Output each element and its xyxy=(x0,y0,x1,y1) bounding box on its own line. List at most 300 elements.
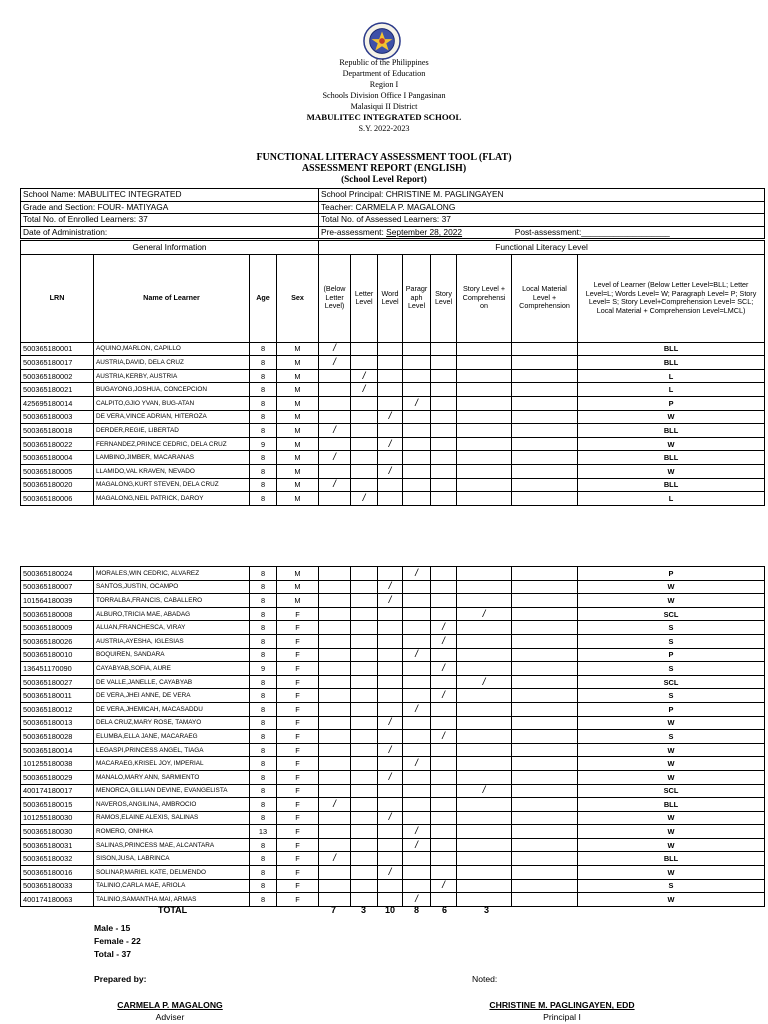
level-mark-cell xyxy=(431,437,457,451)
lrn-cell: 101255180030 xyxy=(21,811,94,825)
lrn-cell: 500365180009 xyxy=(21,621,94,635)
level-mark-cell xyxy=(512,838,578,852)
learner-level-cell: W xyxy=(578,893,765,907)
level-mark-cell xyxy=(431,356,457,370)
sex-cell: M xyxy=(277,410,319,424)
level-mark-cell: / xyxy=(378,811,403,825)
sex-cell: F xyxy=(277,634,319,648)
table-row xyxy=(21,838,765,852)
level-mark-cell xyxy=(351,702,378,716)
learner-name-cell: AUSTRIA,AYESHA, IGLESIAS xyxy=(94,634,250,648)
sex-cell: F xyxy=(277,757,319,771)
lrn-cell: 101564180039 xyxy=(21,594,94,608)
school-name-field: School Name: MABULITEC INTEGRATED xyxy=(21,189,319,202)
level-mark-cell xyxy=(403,879,431,893)
learner-name-cell: ELUMBA,ELLA JANE, MACARAEG xyxy=(94,730,250,744)
col-paragraph: Paragr aph Level xyxy=(403,254,431,342)
level-mark-cell xyxy=(351,838,378,852)
sex-cell: F xyxy=(277,798,319,812)
total-story-comp: 3 xyxy=(484,905,490,915)
col-below-letter: (Below Letter Level) xyxy=(319,254,351,342)
lrn-cell: 500365180022 xyxy=(21,437,94,451)
level-mark-cell xyxy=(512,451,578,465)
rows-part2 xyxy=(21,567,765,907)
age-cell: 8 xyxy=(250,356,277,370)
level-mark-cell xyxy=(378,879,403,893)
header-line: Schools Division Office I Pangasinan xyxy=(322,91,446,100)
learner-level-cell: L xyxy=(578,383,765,397)
level-mark-cell xyxy=(403,730,431,744)
age-cell: 8 xyxy=(250,396,277,410)
level-mark-cell xyxy=(457,838,512,852)
level-mark-cell xyxy=(319,369,351,383)
level-mark-cell xyxy=(351,811,378,825)
level-mark-cell: / xyxy=(378,464,403,478)
level-mark-cell xyxy=(403,383,431,397)
table-row xyxy=(21,607,765,621)
sex-summary xyxy=(94,922,141,961)
level-mark-cell: / xyxy=(319,424,351,438)
level-mark-cell xyxy=(403,675,431,689)
table-row xyxy=(21,492,765,506)
learner-name-cell: BOQUIREN, SANDARA xyxy=(94,648,250,662)
level-mark-cell xyxy=(457,866,512,880)
level-mark-cell xyxy=(431,716,457,730)
sex-cell: F xyxy=(277,770,319,784)
level-mark-cell xyxy=(319,396,351,410)
level-mark-cell xyxy=(457,567,512,581)
level-mark-cell xyxy=(403,770,431,784)
header-line: Region I xyxy=(369,80,399,89)
learner-name-cell: MANALO,MARY ANN, SARMIENTO xyxy=(94,770,250,784)
header-lines xyxy=(0,57,768,134)
learner-name-cell: DE VERA,VINCE ADRIAN, HITEROZA xyxy=(94,410,250,424)
level-mark-cell xyxy=(431,594,457,608)
level-mark-cell xyxy=(351,437,378,451)
level-mark-cell xyxy=(403,621,431,635)
level-mark-cell xyxy=(431,743,457,757)
level-mark-cell xyxy=(512,437,578,451)
table-row xyxy=(21,369,765,383)
learner-level-cell: W xyxy=(578,838,765,852)
level-mark-cell xyxy=(378,798,403,812)
assessment-dates xyxy=(319,226,765,239)
age-cell: 8 xyxy=(250,410,277,424)
level-mark-cell xyxy=(403,662,431,676)
learner-name-cell: MACARAEG,KRISEL JOY, IMPERIAL xyxy=(94,757,250,771)
lrn-cell: 400174180063 xyxy=(21,893,94,907)
table-row xyxy=(21,879,765,893)
level-mark-cell xyxy=(457,342,512,356)
learner-name-cell: LAMBINO,JIMBER, MACARANAS xyxy=(94,451,250,465)
totals-row xyxy=(0,905,768,919)
table-row xyxy=(21,648,765,662)
learner-name-cell: BUGAYONG,JOSHUA, CONCEPCION xyxy=(94,383,250,397)
title-line-2: ASSESSMENT REPORT (ENGLISH) xyxy=(301,163,467,174)
level-mark-cell xyxy=(403,369,431,383)
age-cell: 8 xyxy=(250,451,277,465)
title-line-3: (School Level Report) xyxy=(341,174,427,184)
table-row xyxy=(21,342,765,356)
level-mark-cell: / xyxy=(319,478,351,492)
level-mark-cell xyxy=(378,689,403,703)
level-mark-cell xyxy=(457,689,512,703)
level-mark-cell: / xyxy=(457,607,512,621)
level-mark-cell xyxy=(378,356,403,370)
level-mark-cell xyxy=(378,478,403,492)
learner-level-cell: S xyxy=(578,879,765,893)
learner-level-cell: BLL xyxy=(578,342,765,356)
learner-level-cell: BLL xyxy=(578,798,765,812)
level-mark-cell: / xyxy=(378,716,403,730)
level-mark-cell: / xyxy=(431,689,457,703)
level-mark-cell xyxy=(378,369,403,383)
learner-name-cell: ROMERO, ONIHKA xyxy=(94,825,250,839)
level-mark-cell xyxy=(512,478,578,492)
pre-date: September 28, 2022 xyxy=(386,227,463,238)
level-mark-cell: / xyxy=(351,492,378,506)
table-row xyxy=(21,594,765,608)
level-mark-cell xyxy=(319,743,351,757)
level-mark-cell xyxy=(351,866,378,880)
level-mark-cell xyxy=(319,580,351,594)
col-name: Name of Learner xyxy=(94,254,250,342)
table-row xyxy=(21,464,765,478)
age-cell: 8 xyxy=(250,464,277,478)
sex-cell: F xyxy=(277,662,319,676)
level-mark-cell xyxy=(431,607,457,621)
lrn-cell: 500365180005 xyxy=(21,464,94,478)
age-cell: 8 xyxy=(250,838,277,852)
level-mark-cell xyxy=(378,424,403,438)
principal-field: School Principal: CHRISTINE M. PAGLINGAYEN xyxy=(319,189,765,202)
total-label: TOTAL xyxy=(158,905,188,915)
age-cell: 8 xyxy=(250,580,277,594)
lrn-cell: 500365180018 xyxy=(21,424,94,438)
age-cell: 8 xyxy=(250,866,277,880)
level-mark-cell xyxy=(431,784,457,798)
level-mark-cell: / xyxy=(431,879,457,893)
sex-cell: M xyxy=(277,437,319,451)
learner-level-cell: P xyxy=(578,396,765,410)
sex-cell: F xyxy=(277,716,319,730)
table-row xyxy=(21,784,765,798)
age-cell: 8 xyxy=(250,675,277,689)
table-row xyxy=(21,383,765,397)
principal-signature-block xyxy=(470,1000,654,1022)
sex-cell: F xyxy=(277,689,319,703)
learner-name-cell: FERNANDEZ,PRINCE CEDRIC, DELA CRUZ xyxy=(94,437,250,451)
level-mark-cell xyxy=(319,770,351,784)
level-mark-cell xyxy=(457,743,512,757)
age-cell: 8 xyxy=(250,798,277,812)
lrn-cell: 500365180013 xyxy=(21,716,94,730)
level-mark-cell xyxy=(319,825,351,839)
level-mark-cell: / xyxy=(319,451,351,465)
level-mark-cell xyxy=(403,342,431,356)
learner-level-cell: SCL xyxy=(578,607,765,621)
level-mark-cell xyxy=(319,634,351,648)
table-row xyxy=(21,811,765,825)
level-mark-cell xyxy=(403,594,431,608)
level-mark-cell xyxy=(457,634,512,648)
level-mark-cell xyxy=(457,478,512,492)
age-cell: 8 xyxy=(250,730,277,744)
level-mark-cell xyxy=(512,396,578,410)
sex-cell: F xyxy=(277,621,319,635)
age-cell: 8 xyxy=(250,492,277,506)
level-mark-cell xyxy=(351,451,378,465)
level-mark-cell xyxy=(512,607,578,621)
level-mark-cell xyxy=(512,770,578,784)
level-mark-cell xyxy=(351,478,378,492)
post-blank: ___________________ xyxy=(581,227,670,238)
level-mark-cell xyxy=(457,492,512,506)
table-row xyxy=(21,825,765,839)
lrn-cell: 500365180020 xyxy=(21,478,94,492)
level-mark-cell xyxy=(319,879,351,893)
level-mark-cell xyxy=(351,730,378,744)
level-mark-cell xyxy=(378,757,403,771)
assessment-table-part1 xyxy=(20,240,765,506)
age-cell: 8 xyxy=(250,716,277,730)
level-mark-cell xyxy=(512,567,578,581)
level-mark-cell xyxy=(403,580,431,594)
age-cell: 8 xyxy=(250,811,277,825)
sex-cell: M xyxy=(277,464,319,478)
lrn-cell: 500365180010 xyxy=(21,648,94,662)
table-row xyxy=(21,662,765,676)
principal-title: Principal I xyxy=(543,1012,581,1022)
lrn-cell: 500365180030 xyxy=(21,825,94,839)
total-below: 7 xyxy=(331,905,337,915)
level-mark-cell xyxy=(431,567,457,581)
level-mark-cell xyxy=(457,716,512,730)
table-row xyxy=(21,567,765,581)
level-mark-cell xyxy=(457,580,512,594)
level-mark-cell xyxy=(403,689,431,703)
level-mark-cell xyxy=(319,607,351,621)
level-mark-cell xyxy=(457,369,512,383)
age-cell: 8 xyxy=(250,567,277,581)
level-mark-cell xyxy=(457,825,512,839)
post-label: Post-assessment: xyxy=(514,227,582,238)
level-mark-cell xyxy=(457,879,512,893)
level-mark-cell xyxy=(351,770,378,784)
learner-level-cell: BLL xyxy=(578,451,765,465)
table-row xyxy=(21,852,765,866)
level-mark-cell xyxy=(431,648,457,662)
principal-name: CHRISTINE M. PAGLINGAYEN, EDD xyxy=(489,1000,635,1010)
level-mark-cell: / xyxy=(319,798,351,812)
sex-cell: M xyxy=(277,396,319,410)
level-mark-cell xyxy=(431,838,457,852)
table-row xyxy=(21,866,765,880)
learner-name-cell: TALINIO,CARLA MAE, ARIOLA xyxy=(94,879,250,893)
level-mark-cell xyxy=(351,410,378,424)
level-mark-cell xyxy=(457,798,512,812)
age-cell: 8 xyxy=(250,702,277,716)
level-mark-cell xyxy=(457,621,512,635)
level-mark-cell xyxy=(403,356,431,370)
sex-cell: F xyxy=(277,811,319,825)
level-mark-cell: / xyxy=(378,410,403,424)
learner-level-cell: W xyxy=(578,757,765,771)
level-mark-cell: / xyxy=(431,634,457,648)
level-mark-cell xyxy=(319,383,351,397)
learner-level-cell: W xyxy=(578,410,765,424)
learner-level-cell: W xyxy=(578,437,765,451)
level-mark-cell xyxy=(319,784,351,798)
level-mark-cell xyxy=(378,396,403,410)
level-mark-cell xyxy=(431,396,457,410)
level-mark-cell xyxy=(378,648,403,662)
level-mark-cell xyxy=(512,879,578,893)
lrn-cell: 500365180028 xyxy=(21,730,94,744)
level-mark-cell xyxy=(512,342,578,356)
level-mark-cell xyxy=(457,852,512,866)
sex-cell: M xyxy=(277,594,319,608)
level-mark-cell xyxy=(431,770,457,784)
age-cell: 8 xyxy=(250,893,277,907)
level-mark-cell xyxy=(319,866,351,880)
learner-name-cell: AUSTRIA,DAVID, DELA CRUZ xyxy=(94,356,250,370)
total-story: 6 xyxy=(442,905,448,915)
level-mark-cell xyxy=(431,798,457,812)
level-mark-cell xyxy=(512,689,578,703)
level-mark-cell xyxy=(351,662,378,676)
level-mark-cell xyxy=(512,634,578,648)
female-count: Female - 22 xyxy=(94,936,141,946)
level-mark-cell xyxy=(319,675,351,689)
level-mark-cell xyxy=(457,464,512,478)
learner-level-cell: S xyxy=(578,634,765,648)
level-mark-cell xyxy=(378,662,403,676)
level-mark-cell xyxy=(512,757,578,771)
sex-cell: M xyxy=(277,492,319,506)
lrn-cell: 500365180008 xyxy=(21,607,94,621)
learner-name-cell: DE VERA,JHEI ANNE, DE VERA xyxy=(94,689,250,703)
level-mark-cell xyxy=(351,464,378,478)
learner-name-cell: DELA CRUZ,MARY ROSE, TAMAYO xyxy=(94,716,250,730)
level-mark-cell xyxy=(319,716,351,730)
level-mark-cell xyxy=(512,410,578,424)
rows-part1 xyxy=(21,342,765,505)
level-mark-cell xyxy=(512,424,578,438)
sex-cell: F xyxy=(277,825,319,839)
sex-cell: F xyxy=(277,879,319,893)
level-mark-cell: / xyxy=(403,838,431,852)
table-row xyxy=(21,451,765,465)
level-mark-cell xyxy=(512,464,578,478)
level-mark-cell: / xyxy=(431,621,457,635)
lrn-cell: 500365180033 xyxy=(21,879,94,893)
level-mark-cell xyxy=(378,567,403,581)
lrn-cell: 500365180017 xyxy=(21,356,94,370)
age-cell: 8 xyxy=(250,594,277,608)
table-row xyxy=(21,410,765,424)
report-title xyxy=(0,152,768,185)
lrn-cell: 500365180031 xyxy=(21,838,94,852)
level-mark-cell xyxy=(431,852,457,866)
lrn-cell: 500365180029 xyxy=(21,770,94,784)
age-cell: 8 xyxy=(250,383,277,397)
level-mark-cell xyxy=(319,437,351,451)
lrn-cell: 500365180003 xyxy=(21,410,94,424)
table-row xyxy=(21,730,765,744)
lrn-cell: 500365180014 xyxy=(21,743,94,757)
level-mark-cell xyxy=(512,369,578,383)
level-mark-cell xyxy=(319,662,351,676)
learner-level-cell: S xyxy=(578,730,765,744)
level-mark-cell xyxy=(457,811,512,825)
level-mark-cell xyxy=(457,770,512,784)
pre-label: Pre-assessment: xyxy=(321,227,384,238)
level-mark-cell xyxy=(403,424,431,438)
lrn-cell: 500365180015 xyxy=(21,798,94,812)
learner-level-cell: S xyxy=(578,621,765,635)
level-mark-cell xyxy=(378,492,403,506)
age-cell: 9 xyxy=(250,662,277,676)
learner-name-cell: SALINAS,PRINCESS MAE, ALCANTARA xyxy=(94,838,250,852)
level-mark-cell xyxy=(351,879,378,893)
sex-cell: M xyxy=(277,369,319,383)
lrn-cell: 500365180006 xyxy=(21,492,94,506)
level-mark-cell xyxy=(319,730,351,744)
table-row xyxy=(21,356,765,370)
level-mark-cell xyxy=(351,424,378,438)
adviser-name: CARMELA P. MAGALONG xyxy=(117,1000,223,1010)
col-level-of-learner: Level of Learner (Below Letter Level=BLL; Letter Level=L; Words Level= W; Paragraph Level= P; Story Level= S; Story Level+Comprehension Level= SCL; Local Material + Comprehension Level=LMCL) xyxy=(578,254,765,342)
age-cell: 8 xyxy=(250,648,277,662)
level-mark-cell xyxy=(378,621,403,635)
level-mark-cell xyxy=(512,811,578,825)
level-mark-cell xyxy=(319,410,351,424)
lrn-cell: 500365180032 xyxy=(21,852,94,866)
level-mark-cell: / xyxy=(378,770,403,784)
level-mark-cell xyxy=(378,383,403,397)
level-mark-cell xyxy=(457,648,512,662)
lrn-cell: 500365180011 xyxy=(21,689,94,703)
adviser-signature-block xyxy=(100,1000,240,1022)
learner-name-cell: SISON,JUSA, LABRINCA xyxy=(94,852,250,866)
sex-cell: F xyxy=(277,675,319,689)
level-mark-cell xyxy=(512,852,578,866)
learner-name-cell: MAGALONG,KURT STEVEN, DELA CRUZ xyxy=(94,478,250,492)
level-mark-cell: / xyxy=(319,852,351,866)
level-mark-cell: / xyxy=(403,757,431,771)
sex-cell: M xyxy=(277,451,319,465)
level-mark-cell xyxy=(512,702,578,716)
level-mark-cell xyxy=(512,383,578,397)
sex-cell: M xyxy=(277,342,319,356)
level-mark-cell xyxy=(351,825,378,839)
age-cell: 8 xyxy=(250,424,277,438)
level-mark-cell xyxy=(512,621,578,635)
level-mark-cell xyxy=(351,634,378,648)
level-mark-cell xyxy=(431,675,457,689)
level-mark-cell xyxy=(512,866,578,880)
learner-level-cell: W xyxy=(578,825,765,839)
level-mark-cell xyxy=(378,784,403,798)
level-mark-cell xyxy=(351,852,378,866)
lrn-cell: 500365180026 xyxy=(21,634,94,648)
learner-level-cell: S xyxy=(578,689,765,703)
age-cell: 8 xyxy=(250,621,277,635)
learner-level-cell: P xyxy=(578,702,765,716)
lrn-cell: 400174180017 xyxy=(21,784,94,798)
learner-level-cell: W xyxy=(578,743,765,757)
